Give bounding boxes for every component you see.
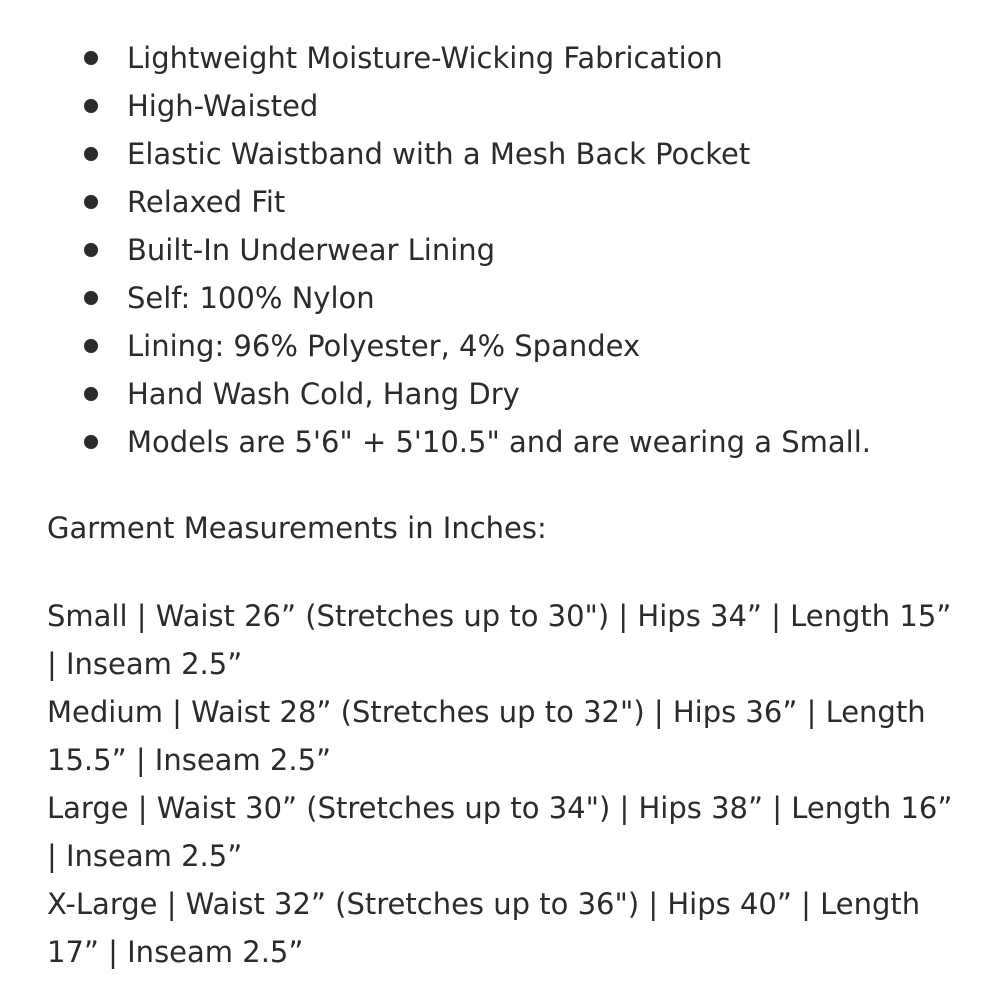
feature-text: Lining: 96% Polyester, 4% Spandex (127, 329, 641, 363)
feature-item (47, 418, 967, 466)
feature-text: Built-In Underwear Lining (127, 233, 496, 267)
bullet-icon (84, 435, 98, 449)
size-entry-x-large: X-Large | Waist 32” (Stretches up to 36") | Hips 40” | Length 17” | Inseam 2.5” (47, 887, 921, 969)
size-entry-small: Small | Waist 26” (Stretches up to 30") | Hips 34” | Length 15” | Inseam 2.5” (47, 599, 952, 681)
feature-item (47, 178, 967, 226)
measurements-heading: Garment Measurements in Inches: (47, 511, 547, 545)
feature-text: Models are 5'6" + 5'10.5" and are wearing a Small. (127, 425, 871, 459)
bullet-icon (84, 339, 98, 353)
feature-text: Hand Wash Cold, Hang Dry (127, 377, 520, 411)
feature-item (47, 34, 967, 82)
feature-text: Relaxed Fit (127, 185, 286, 219)
feature-text: High-Waisted (127, 89, 319, 123)
bullet-icon (84, 99, 98, 113)
size-entry-large: Large | Waist 30” (Stretches up to 34") | Hips 38” | Length 16” | Inseam 2.5” (47, 791, 953, 873)
size-measurements (47, 592, 967, 976)
feature-item (47, 82, 967, 130)
bullet-icon (84, 243, 98, 257)
bullet-icon (84, 291, 98, 305)
feature-item (47, 130, 967, 178)
bullet-icon (84, 51, 98, 65)
feature-item (47, 370, 967, 418)
feature-item (47, 322, 967, 370)
size-entry-medium: Medium | Waist 28” (Stretches up to 32") | Hips 36” | Length 15.5” | Inseam 2.5” (47, 695, 926, 777)
feature-item (47, 226, 967, 274)
product-details (47, 34, 967, 976)
bullet-icon (84, 387, 98, 401)
bullet-icon (84, 195, 98, 209)
bullet-icon (84, 147, 98, 161)
feature-text: Elastic Waistband with a Mesh Back Pocket (127, 137, 751, 171)
feature-text: Self: 100% Nylon (127, 281, 375, 315)
feature-text: Lightweight Moisture-Wicking Fabrication (127, 41, 723, 75)
feature-item (47, 274, 967, 322)
feature-list (47, 34, 967, 466)
